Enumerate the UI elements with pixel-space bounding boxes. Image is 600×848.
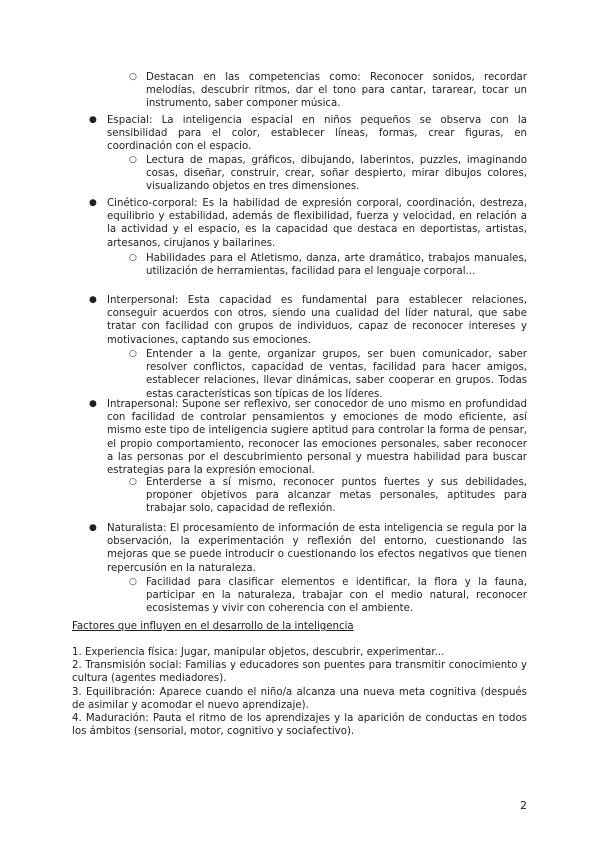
page-number: 2 <box>520 799 527 812</box>
factor-item: 1. Experiencia física: Jugar, manipular objetos, descubrir, experimentar... <box>72 647 445 658</box>
sub-bullet-espacial <box>129 154 527 194</box>
bullet-icon: ● <box>89 523 97 533</box>
bullet-interpersonal <box>89 294 527 347</box>
factors-heading: Factores que influyen en el desarrollo de la inteligencia <box>72 621 354 632</box>
factor-item: 3. Equilibración: Aparece cuando el niño/a alcanza una nueva meta cognitiva (después de asimilar y acomodar el nuevo aprendizaje). <box>72 686 527 711</box>
bullet-espacial <box>89 114 527 154</box>
hollow-bullet-icon: ○ <box>129 72 137 82</box>
section-heading <box>72 620 527 633</box>
factor-item: 2. Transmisión social: Familias y educadores son puentes para transmitir conocimiento y cultura (agentes mediadores). <box>72 660 527 685</box>
hollow-bullet-icon: ○ <box>129 155 137 165</box>
sub-bullet-interpersonal <box>129 348 527 401</box>
sub-bullet-musical <box>129 71 527 111</box>
sub-bullet-text: Facilidad para clasificar elementos e identificar, la flora y la fauna, participar en la naturaleza, trabajar con el medio natural, reconocer ecosistemas y vivir con coherencia con el ambiente. <box>146 577 527 615</box>
bullet-text: Interpersonal: Esta capacidad es fundamental para establecer relaciones, conseguir acuerdos con otros, siendo una cualidad del líder natural, que sabe tratar con facilidad con grupos de individuos, capaz de reconocer intereses y motivaciones, captando sus emociones. <box>107 295 527 346</box>
sub-bullet-naturalista <box>129 576 527 616</box>
factors-list <box>72 646 527 738</box>
sub-bullet-intrapersonal <box>129 476 527 516</box>
sub-bullet-cinetico-corporal <box>129 252 527 278</box>
bullet-icon: ● <box>89 399 97 409</box>
hollow-bullet-icon: ○ <box>129 253 137 263</box>
bullet-naturalista <box>89 522 527 575</box>
sub-bullet-text: Habilidades para el Atletismo, danza, arte dramático, trabajos manuales, utilización de herramientas, facilidad para el lenguaje corporal... <box>146 253 527 278</box>
sub-bullet-text: Destacan en las competencias como: Reconocer sonidos, recordar melodías, descubrir ritmos, dar el tono para cantar, tararear, tocar un instrumento, saber componer música. <box>146 72 527 110</box>
bullet-text: Espacial: La inteligencia espacial en niños pequeños se observa con la sensibilidad para el color, establecer líneas, formas, crear figuras, en coordinación con el espacio. <box>107 115 527 153</box>
bullet-cinetico-corporal <box>89 197 527 250</box>
sub-bullet-text: Lectura de mapas, gráficos, dibujando, laberintos, puzzles, imaginando cosas, diseñar, construir, crear, soñar despierto, mirar dibujos colores, visualizando objetos en tres dimensiones. <box>146 155 527 193</box>
bullet-text: Cinético-corporal: Es la habilidad de expresión corporal, coordinación, destreza, equilibrio y estabilidad, además de flexibilidad, fuerza y velocidad, en relación a la actividad y el espacio, es la capacidad que destaca en deportistas, artistas, artesanos, cirujanos y bailarines. <box>107 198 527 249</box>
bullet-text: Intrapersonal: Supone ser reflexivo, ser conocedor de uno mismo en profundidad con facilidad de controlar pensamientos y emociones de modo eficiente, así mismo este tipo de inteligencia sugiere aptitud para controlar la forma de pensar, el propio comportamiento, reconocer las emociones personales, saber reconocer a las personas por el descubrimiento personal y muestra habilidad para buscar estrategias para la expresión emocional. <box>107 399 527 477</box>
bullet-icon: ● <box>89 295 97 305</box>
sub-bullet-text: Enterderse a sí mismo, reconocer puntos fuertes y sus debilidades, proponer objetivos para alcanzar metas personales, aptitudes para trabajar solo, capacidad de reflexión. <box>146 477 527 515</box>
bullet-intrapersonal <box>89 398 527 477</box>
bullet-icon: ● <box>89 115 97 125</box>
hollow-bullet-icon: ○ <box>129 577 137 587</box>
hollow-bullet-icon: ○ <box>129 477 137 487</box>
bullet-icon: ● <box>89 198 97 208</box>
bullet-text: Naturalista: El procesamiento de información de esta inteligencia se regula por la observación, la experimentación y reflexión del entorno, cuestionando las mejoras que se puede introducir o cuestionando los efectos negativos que tienen repercusión en la naturaleza. <box>107 523 527 574</box>
factor-item: 4. Maduración: Pauta el ritmo de los aprendizajes y la aparición de conductas en todos los ámbitos (sensorial, motor, cognitivo y sociafectivo). <box>72 713 527 738</box>
sub-bullet-text: Entender a la gente, organizar grupos, ser buen comunicador, saber resolver conflictos, capacidad de ventas, facilidad para hacer amigos, establecer relaciones, llevar dinámicas, saber cooperar en grupos. Todas estas características son típicas de los líderes. <box>146 349 527 400</box>
hollow-bullet-icon: ○ <box>129 349 137 359</box>
